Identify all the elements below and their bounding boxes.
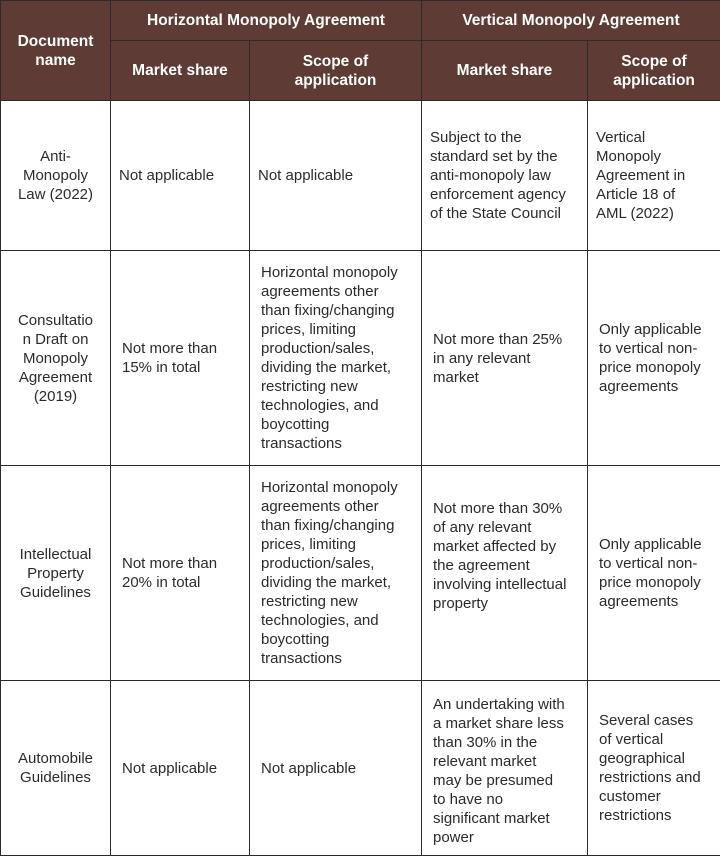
- line: to vertical non-: [599, 555, 698, 572]
- line: than fixing/changing: [261, 517, 395, 534]
- horizontal-scope-cell: Not applicable: [250, 681, 422, 856]
- line: Several cases: [599, 712, 694, 729]
- line: boycotting: [261, 631, 330, 648]
- line: transactions: [261, 650, 342, 667]
- horizontal-scope-cell: Not applicable: [250, 101, 422, 251]
- horizontal-scope-cell: [250, 251, 422, 466]
- line: Monopoly: [22, 167, 89, 184]
- horizontal-market-share-cell: Not applicable: [111, 681, 250, 856]
- line: to vertical non-: [599, 340, 698, 357]
- line: production/sales,: [261, 555, 375, 572]
- vertical-market-share-cell: [422, 466, 588, 681]
- line: power: [433, 829, 474, 846]
- line: enforcement agency: [430, 186, 566, 203]
- line: 15% in total: [122, 359, 201, 376]
- header-vertical-agreement: Vertical Monopoly Agreement: [422, 1, 720, 41]
- header-horizontal-scope: [250, 41, 422, 101]
- table-body: [1, 101, 720, 856]
- line: customer: [599, 788, 661, 805]
- horizontal-market-share-cell: [111, 466, 250, 681]
- line: the agreement: [433, 557, 530, 574]
- line: Guidelines: [20, 769, 91, 786]
- vertical-market-share-cell: [422, 101, 588, 251]
- line: Vertical: [596, 129, 646, 146]
- vertical-market-share-cell: [422, 681, 588, 856]
- vertical-scope-cell: [588, 101, 720, 251]
- document-name-cell: [1, 466, 111, 681]
- line: Not more than 25%: [433, 330, 563, 348]
- document-name-cell: [1, 251, 111, 466]
- line: than 30% in the: [433, 734, 538, 751]
- line: Intellectual: [19, 545, 92, 563]
- line: Monopoly: [22, 349, 89, 367]
- line: dividing the market,: [261, 574, 392, 591]
- line: Article 18 of: [596, 186, 676, 203]
- line: standard set by the: [430, 148, 558, 165]
- line: Not more than: [122, 555, 218, 572]
- line: market affected by: [433, 538, 557, 555]
- line: than fixing/changing: [261, 302, 395, 319]
- line: Horizontal monopoly: [261, 264, 398, 281]
- line: Consultatio: [17, 311, 94, 329]
- line: restrictions: [599, 807, 672, 824]
- table-row: [1, 466, 720, 681]
- line: Automobile: [17, 750, 94, 767]
- line: a market share less: [433, 715, 564, 732]
- line: prices, limiting: [261, 321, 357, 338]
- document-name-cell: [1, 681, 111, 856]
- line: n Draft on: [22, 330, 89, 348]
- line: in any relevant: [433, 349, 531, 367]
- line: restrictions and: [599, 769, 701, 786]
- header-row-groups: [1, 1, 720, 41]
- line: Not more than 30%: [433, 500, 563, 517]
- header-document-name: [1, 1, 111, 101]
- line: Property: [27, 564, 84, 582]
- line: may be presumed: [433, 772, 554, 789]
- line: AML (2022): [596, 205, 674, 222]
- header-document-name-text: Document name: [17, 32, 94, 69]
- line: transactions: [261, 435, 342, 452]
- horizontal-market-share-cell: [111, 251, 250, 466]
- table-row: [1, 251, 720, 466]
- line: Law (2022): [17, 186, 94, 203]
- line: Only applicable: [599, 536, 702, 553]
- line: Not more than: [122, 340, 218, 357]
- line: price monopoly: [599, 359, 701, 376]
- line: Only applicable: [599, 321, 702, 338]
- line: Monopoly: [596, 148, 662, 165]
- line: property: [433, 595, 489, 612]
- line: Agreement in: [596, 167, 686, 184]
- line: prices, limiting: [261, 536, 357, 553]
- line: of any relevant: [433, 519, 532, 536]
- line: of vertical: [599, 731, 664, 748]
- header-vertical-scope: [588, 41, 720, 101]
- line: restricting new: [261, 378, 358, 395]
- line: technologies, and: [261, 612, 379, 629]
- header-vertical-market-share: Market share: [422, 41, 588, 101]
- line: Agreement: [18, 368, 93, 386]
- vertical-market-share-cell: [422, 251, 588, 466]
- line: Guidelines: [20, 583, 91, 601]
- line: geographical: [599, 750, 685, 767]
- document-name-cell: [1, 101, 111, 251]
- line: of the State Council: [430, 205, 561, 222]
- line: Anti-: [40, 148, 71, 165]
- line: relevant market: [433, 753, 537, 770]
- vertical-scope-cell: [588, 681, 720, 856]
- line: boycotting: [261, 416, 330, 433]
- line: Horizontal monopoly: [261, 479, 398, 496]
- line: dividing the market,: [261, 359, 392, 376]
- table-header: [1, 1, 720, 101]
- line: production/sales,: [261, 340, 375, 357]
- line: (2019): [33, 387, 78, 405]
- horizontal-scope-cell: [250, 466, 422, 681]
- table-row: [1, 681, 720, 856]
- header-vertical-scope-text: Scope of application: [613, 52, 695, 89]
- vertical-scope-cell: [588, 466, 720, 681]
- line: technologies, and: [261, 397, 379, 414]
- table-row: [1, 101, 720, 251]
- line: agreements: [599, 378, 679, 395]
- line: involving intellectual: [433, 576, 567, 593]
- header-horizontal-agreement: Horizontal Monopoly Agreement: [111, 1, 422, 41]
- line: 20% in total: [122, 574, 201, 591]
- line: agreements: [599, 593, 679, 610]
- line: market: [433, 368, 479, 386]
- horizontal-market-share-cell: Not applicable: [111, 101, 250, 251]
- line: anti-monopoly law: [430, 167, 551, 184]
- line: to have no: [433, 791, 504, 808]
- line: Subject to the: [430, 129, 522, 146]
- header-horizontal-market-share: Market share: [111, 41, 250, 101]
- line: significant market: [433, 810, 550, 827]
- line: price monopoly: [599, 574, 701, 591]
- header-horizontal-scope-text: Scope of application: [294, 52, 377, 89]
- line: agreements other: [261, 498, 379, 515]
- line: An undertaking with: [433, 696, 565, 713]
- line: restricting new: [261, 593, 358, 610]
- line: agreements other: [261, 283, 379, 300]
- vertical-scope-cell: [588, 251, 720, 466]
